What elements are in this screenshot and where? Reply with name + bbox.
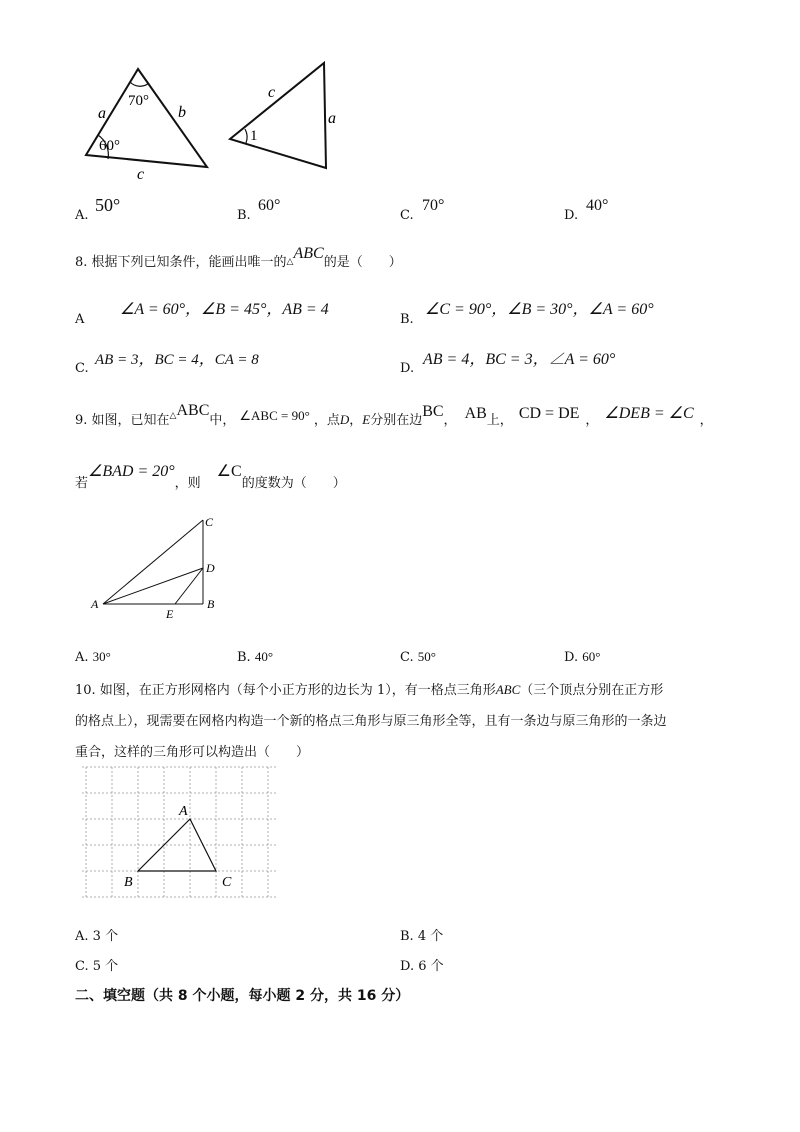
q7-option-a-value: 50° <box>95 195 121 215</box>
q8-a-item-3: AB = 4 <box>282 301 329 318</box>
q9-text-6: 若 <box>75 476 89 491</box>
q10-label-a: A <box>179 804 188 819</box>
q7-left-angle-top: 70° <box>128 93 149 109</box>
q9-option-c: C. 50° <box>400 649 436 665</box>
section-heading-fill-in: 二、填空题（共 8 个小题，每小题 2 分，共 16 分） <box>75 988 410 1004</box>
q10-stem-line3: 重合，这样的三角形可以构造出（ ） <box>75 745 310 760</box>
q9-option-b: B. 40° <box>237 649 274 665</box>
q9-angle-abc: ∠ABC = 90° <box>239 408 310 423</box>
q9-text-4: 分别在边 <box>370 413 423 428</box>
q7-right-side-a: a <box>328 110 336 127</box>
q9-text-3: ，点 <box>313 413 340 428</box>
q8-option-b: ∠C = 90°，∠B = 30°，∠A = 60° <box>425 301 654 318</box>
q9-label-e: E <box>166 607 174 621</box>
q10-stem-line1 <box>75 679 663 698</box>
q10-option-a: A. 3 个 <box>75 929 119 944</box>
q8-b-item-1: ∠C = 90° <box>425 301 492 318</box>
q8-triangle-symbol: △ <box>286 257 294 267</box>
q9-stem-line2 <box>75 463 346 492</box>
q9-stem-line1: 9. 如图，已知在△ABC中， ∠ABC = 90° ，点D，E分别在边BC， AB上， CD = DE ， ∠DEB = ∠C ， <box>75 402 713 428</box>
q8-stem-pre: 8. 根据下列已知条件，能画出唯一的 <box>75 255 287 270</box>
q9-label-a: A <box>91 597 99 611</box>
q7-left-angle-left: 60° <box>99 138 120 154</box>
q7-option-b-value: 60° <box>258 197 281 214</box>
q7-right-angle-1: 1 <box>250 128 258 144</box>
q7-option-c-value: 70° <box>422 197 445 214</box>
q7-right-side-c: c <box>268 84 276 101</box>
q9-angle-bad: ∠BAD = 20° <box>88 463 175 480</box>
q9-text-8: 的度数为（ ） <box>241 476 346 491</box>
q7-option-b-letter: B. <box>237 208 251 223</box>
q7-option-a-letter: A. <box>75 208 89 223</box>
q9-text-7: ，则 <box>174 476 201 491</box>
q8-option-d: AB = 4，BC = 3，∠A = 60° <box>423 351 616 368</box>
q9-text-1: 9. 如图，已知在 <box>75 413 170 428</box>
q10-stem-line2: 的格点上），现需要在网格内构造一个新的格点三角形与原三角形全等，且有一条边与原三角形的一条边 <box>75 714 667 729</box>
q8-b-item-2: ∠B = 30° <box>507 301 573 318</box>
q9-ab: AB <box>464 405 487 422</box>
q8-d-item-3: ∠A = 60° <box>548 351 616 368</box>
q9-option-a: A. 30° <box>75 649 111 665</box>
q10-option-c: C. 5 个 <box>75 959 119 974</box>
q8-b-item-3: ∠A = 60° <box>588 301 654 318</box>
q10-option-d: D. 6 个 <box>400 959 444 974</box>
q10-label-c: C <box>222 875 232 890</box>
q9-text-5: 上， <box>486 413 513 428</box>
q10-triangle-abc <box>138 819 216 871</box>
q7-left-side-b: b <box>178 104 186 121</box>
q9-label-c: C <box>205 515 214 529</box>
q10-option-b: B. 4 个 <box>400 929 444 944</box>
q7-angle-arc-top <box>130 82 149 86</box>
q8-d-item-2: BC = 3 <box>485 351 533 368</box>
q8-a-item-2: ∠B = 45° <box>201 301 267 318</box>
q8-option-c-letter: C. <box>75 361 89 376</box>
q7-option-c-letter: C. <box>400 208 414 223</box>
q7-figure <box>70 55 370 185</box>
q9-cd-de: CD = DE <box>518 405 580 422</box>
q10-abc: ABC <box>495 682 521 697</box>
q9-angle-c: ∠C <box>216 463 242 480</box>
q10-grid-lines <box>82 767 276 897</box>
q8-c-item-1: AB = 3 <box>95 352 139 368</box>
q8-option-a-letter: A <box>75 312 85 327</box>
q9-point-e: E <box>362 412 371 427</box>
q8-option-a: ∠A = 60°，∠B = 45°，AB = 4 <box>120 301 329 318</box>
q10-label-b: B <box>124 875 133 890</box>
q7-right-triangle <box>230 63 326 168</box>
q8-option-c: AB = 3，BC = 4，CA = 8 <box>95 351 259 368</box>
q9-option-d: D. 60° <box>564 649 601 665</box>
q8-d-item-1: AB = 4 <box>423 351 470 368</box>
q9-point-d: D <box>339 412 350 427</box>
q7-option-d-letter: D. <box>564 208 579 223</box>
q9-label-b: B <box>207 597 215 611</box>
q9-abc: ABC <box>176 402 210 419</box>
q10-text-1: 10. 如图，在正方形网格内（每个小正方形的边长为 1），有一格点三角形 <box>75 683 496 698</box>
q8-stem <box>75 245 402 271</box>
q7-left-side-c: c <box>137 166 145 183</box>
q10-text-1b: （三个顶点分别在正方形 <box>520 683 664 698</box>
q8-c-item-2: BC = 4 <box>154 352 199 368</box>
q8-stem-post: 的是（ ） <box>323 255 402 270</box>
q9-figure <box>85 508 235 623</box>
q9-angle-deb: ∠DEB = ∠C <box>604 405 694 422</box>
q7-left-side-a: a <box>98 105 106 122</box>
q7-angle-arc-1 <box>245 129 247 143</box>
q8-option-d-letter: D. <box>400 361 415 376</box>
q9-triangle-symbol: △ <box>169 411 177 421</box>
q8-abc: ABC <box>293 245 324 262</box>
q9-label-d: D <box>206 561 215 575</box>
q8-a-item-1: ∠A = 60° <box>120 301 186 318</box>
q7-option-d-value: 40° <box>586 197 609 214</box>
q9-text-2: 中， <box>209 413 236 428</box>
q9-bc: BC <box>422 403 444 420</box>
q8-option-b-letter: B. <box>400 312 414 327</box>
q8-c-item-3: CA = 8 <box>214 352 259 368</box>
q10-grid-figure <box>80 765 280 900</box>
